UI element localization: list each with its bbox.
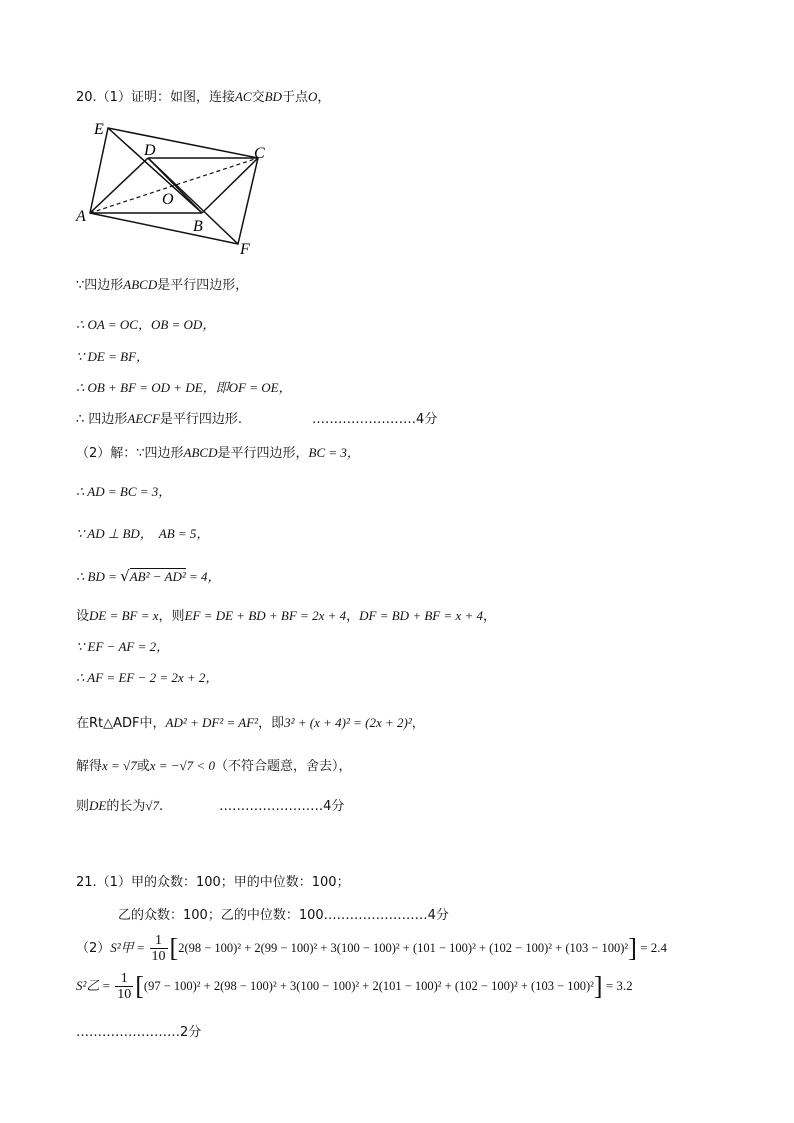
math-b: AD² + DF² = AF² <box>165 715 259 730</box>
q20-line-7 <box>76 444 360 463</box>
text-a: 解得 <box>76 759 103 774</box>
text-part2: （2） <box>76 941 111 956</box>
text-e: ， <box>346 609 360 624</box>
text-g: ， <box>483 609 497 624</box>
text-c: ，则 <box>158 609 185 624</box>
q20-line-14 <box>76 714 425 733</box>
variance-jia-expression: 2(98 − 100)² + 2(99 − 100)² + 3(100 − 100)² + (101 − 100)² + (102 − 100)² + (103 − 100)² <box>178 941 629 955</box>
q20-line-8: ∴ AD = BC = 3， <box>76 484 172 499</box>
q20-intro-jiao: 交 <box>251 90 265 105</box>
q20-line-6 <box>76 410 437 429</box>
text-c: 或 <box>136 759 150 774</box>
score-mark: ……………………4分 <box>219 799 345 814</box>
sqrt-radicand: AB² − AD² <box>129 569 186 584</box>
text-b: 是平行四边形， <box>157 278 249 293</box>
math-de: DE <box>89 798 107 813</box>
bracket-open: [ <box>169 933 179 963</box>
math-d: 3² + (x + 4)² = (2x + 2)² <box>284 715 412 730</box>
q21-line-1: 21.（1）甲的众数：100；甲的中位数：100； <box>76 875 350 890</box>
variance-yi-result: = 3.2 <box>602 978 633 993</box>
q20-line-2 <box>76 276 248 295</box>
math-sqrt7: √7 <box>145 798 160 813</box>
q20-line-11 <box>76 607 496 626</box>
math-a: ∵ AD ⊥ BD， <box>76 526 153 541</box>
text-b: 是平行四边形. <box>159 412 243 427</box>
q20-intro-text: 20.（1）证明：如图，连接 <box>76 90 235 105</box>
math-bc: BC = 3， <box>308 445 360 460</box>
denominator: 10 <box>151 949 166 964</box>
q20-intro-ac: AC <box>234 89 252 104</box>
label-d: D <box>144 142 156 159</box>
text-a: ∵四边形 <box>76 278 124 293</box>
fraction-one-tenth <box>115 971 133 1002</box>
bracket-close: ] <box>593 971 603 1001</box>
text-period: . <box>159 799 164 814</box>
label-b: B <box>193 218 203 235</box>
math-b: OF = OE， <box>228 380 292 395</box>
math-b: AB = 5， <box>158 526 210 541</box>
text-c: ，即 <box>258 716 285 731</box>
label-f: F <box>240 241 250 258</box>
q21-line-3 <box>76 930 667 967</box>
q21-line-2: 乙的众数：100；乙的中位数：100……………………4分 <box>118 908 449 923</box>
q20-line-4: ∵ DE = BF， <box>76 349 150 364</box>
math-aecf: AECF <box>127 411 160 426</box>
q20-line-10 <box>76 567 221 587</box>
q21-line-4 <box>76 968 633 1005</box>
segment-ad <box>90 158 148 213</box>
label-c: C <box>254 145 265 162</box>
equals: = <box>133 940 148 955</box>
label-e: E <box>94 121 104 138</box>
q21-line-5: ……………………2分 <box>76 1025 202 1040</box>
q20-intro-yudian: 于点 <box>281 90 308 105</box>
equals: = <box>99 978 114 993</box>
q20-line-13: ∴ AF = EF − 2 = 2x + 2， <box>76 670 219 685</box>
q20-line-9 <box>76 525 209 544</box>
q20-line-16 <box>76 797 344 816</box>
denominator: 10 <box>117 987 132 1002</box>
fraction-one-tenth <box>150 933 168 964</box>
text-b: 是平行四边形， <box>217 446 309 461</box>
text-e: （不符合题意，舍去）， <box>214 759 352 774</box>
math-abcd: ABCD <box>183 445 218 460</box>
bracket-open: [ <box>135 971 144 1001</box>
aecf-outline <box>90 128 258 244</box>
math-d: x = −√7 < 0 <box>149 758 215 773</box>
q20-intro-bd: BD <box>264 89 282 104</box>
q20-intro-o: O <box>307 89 318 104</box>
parallelogram-figure <box>70 115 280 260</box>
q20-line-3: ∴ OA = OC，OB = OD， <box>76 317 216 332</box>
bracket-close: ] <box>628 933 637 963</box>
variance-yi-symbol: S²乙 <box>76 978 100 993</box>
sqrt-sign: √ <box>120 567 130 585</box>
text-a: 设 <box>76 609 90 624</box>
label-o: O <box>162 191 174 208</box>
q20-line-15 <box>76 757 351 776</box>
numerator: 1 <box>150 933 168 949</box>
text-c: 的长为 <box>106 799 146 814</box>
variance-yi-expression: (97 − 100)² + 2(98 − 100)² + 3(100 − 100)² + 2(101 − 100)² + (102 − 100)² + (103 − 100)² <box>143 979 594 993</box>
q20-intro-comma: ， <box>317 90 331 105</box>
text-a: 在Rt△ADF中， <box>76 716 166 731</box>
label-a: A <box>76 208 86 225</box>
variance-jia-result: = 2.4 <box>636 940 667 955</box>
math-d: EF = DE + BD + BF = 2x + 4 <box>184 608 347 623</box>
q20-intro-line <box>76 88 330 107</box>
math-b: x = √7 <box>102 758 137 773</box>
segment-eb <box>108 128 202 213</box>
math-a: ∴ BD = <box>76 569 121 584</box>
text-e: ， <box>411 716 425 731</box>
text-a: ∴ 四边形 <box>76 412 128 427</box>
segment-bc <box>202 158 258 213</box>
q20-line-5 <box>76 379 292 398</box>
text-a: 则 <box>76 799 90 814</box>
score-mark: ……………………4分 <box>312 412 438 427</box>
q20-line-12: ∵ EF − AF = 2， <box>76 639 170 654</box>
math-f: DF = BD + BF = x + 4 <box>359 608 484 623</box>
numerator: 1 <box>115 971 133 987</box>
variance-jia-symbol: S²甲 <box>110 940 134 955</box>
math-b: DE = BF = x <box>89 608 159 623</box>
text-a: （2）解：∵四边形 <box>76 446 184 461</box>
math-a: ∴ OB + BF = OD + DE，即 <box>76 380 229 395</box>
math-c: = 4， <box>185 569 221 584</box>
math-abcd: ABCD <box>123 277 158 292</box>
